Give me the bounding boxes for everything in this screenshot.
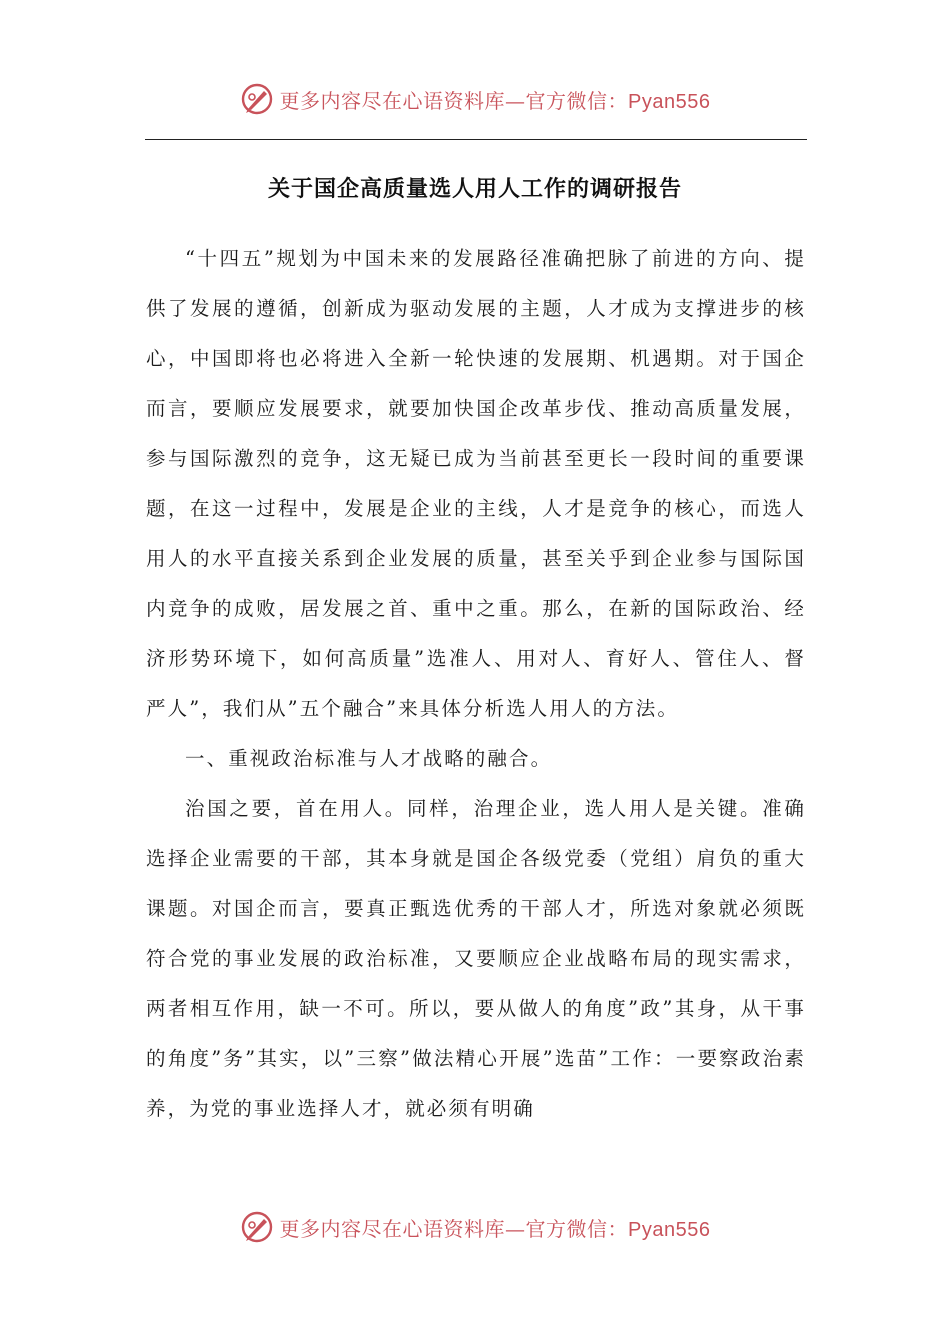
banner-wechat-id: Pyan556 <box>628 90 711 113</box>
pen-logo-icon <box>240 82 274 116</box>
banner-site-text: 更多内容尽在心语资料库 <box>279 1216 506 1241</box>
banner-separator: — <box>505 1216 526 1241</box>
document-title: 关于国企高质量选人用人工作的调研报告 <box>267 177 682 202</box>
pen-logo-icon <box>240 1210 274 1244</box>
banner-wechat-id: Pyan556 <box>628 1218 711 1241</box>
section-heading-1: 一、重视政治标准与人才战略的融合。 <box>185 747 553 770</box>
header-divider <box>145 139 807 140</box>
banner-wechat-label: 官方微信： <box>525 1216 629 1241</box>
banner-wechat-label: 官方微信： <box>525 88 629 113</box>
paragraph-intro: “十四五”规划为中国未来的发展路径准确把脉了前进的方向、提供了发展的遵循，创新成为驱动发展的主题，人才成为支撑进步的核心，中国即将也必将进入全新一轮快速的发展期、机遇期。对于国企而言，要顺应发展要求，就要加快国企改革步伐、推动高质量发展，参与国际激烈的竞争，这无疑已成为当前甚至更长一段时间的重要课题，在这一过程中，发展是企业的主线，人才是竞争的核心，而选人用人的水平直接关系到企业发展的质量，甚至关乎到企业参与国际国内竞争的成败，居发展之首、重中之重。那么，在新的国际政治、经济形势环境下，如何高质量”选准人、用对人、育好人、管住人、督严人”，我们从”五个融合”来具体分析选人用人的方法。 <box>146 247 806 720</box>
footer-watermark-banner <box>0 1210 950 1244</box>
banner-site-text: 更多内容尽在心语资料库 <box>279 88 506 113</box>
banner-separator: — <box>505 88 526 113</box>
header-watermark-banner <box>0 82 950 116</box>
document-body <box>146 234 806 1134</box>
paragraph-section-1: 治国之要，首在用人。同样，治理企业，选人用人是关键。准确选择企业需要的干部，其本身就是国企各级党委（党组）肩负的重大课题。对国企而言，要真正甄选优秀的干部人才，所选对象就必须既符合党的事业发展的政治标准，又要顺应企业战略布局的现实需求，两者相互作用，缺一不可。所以，要从做人的角度”政”其身，从干事的角度”务”其实，以”三察”做法精心开展”选苗”工作：一要察政治素养，为党的事业选择人才，就必须有明确 <box>146 797 806 1120</box>
